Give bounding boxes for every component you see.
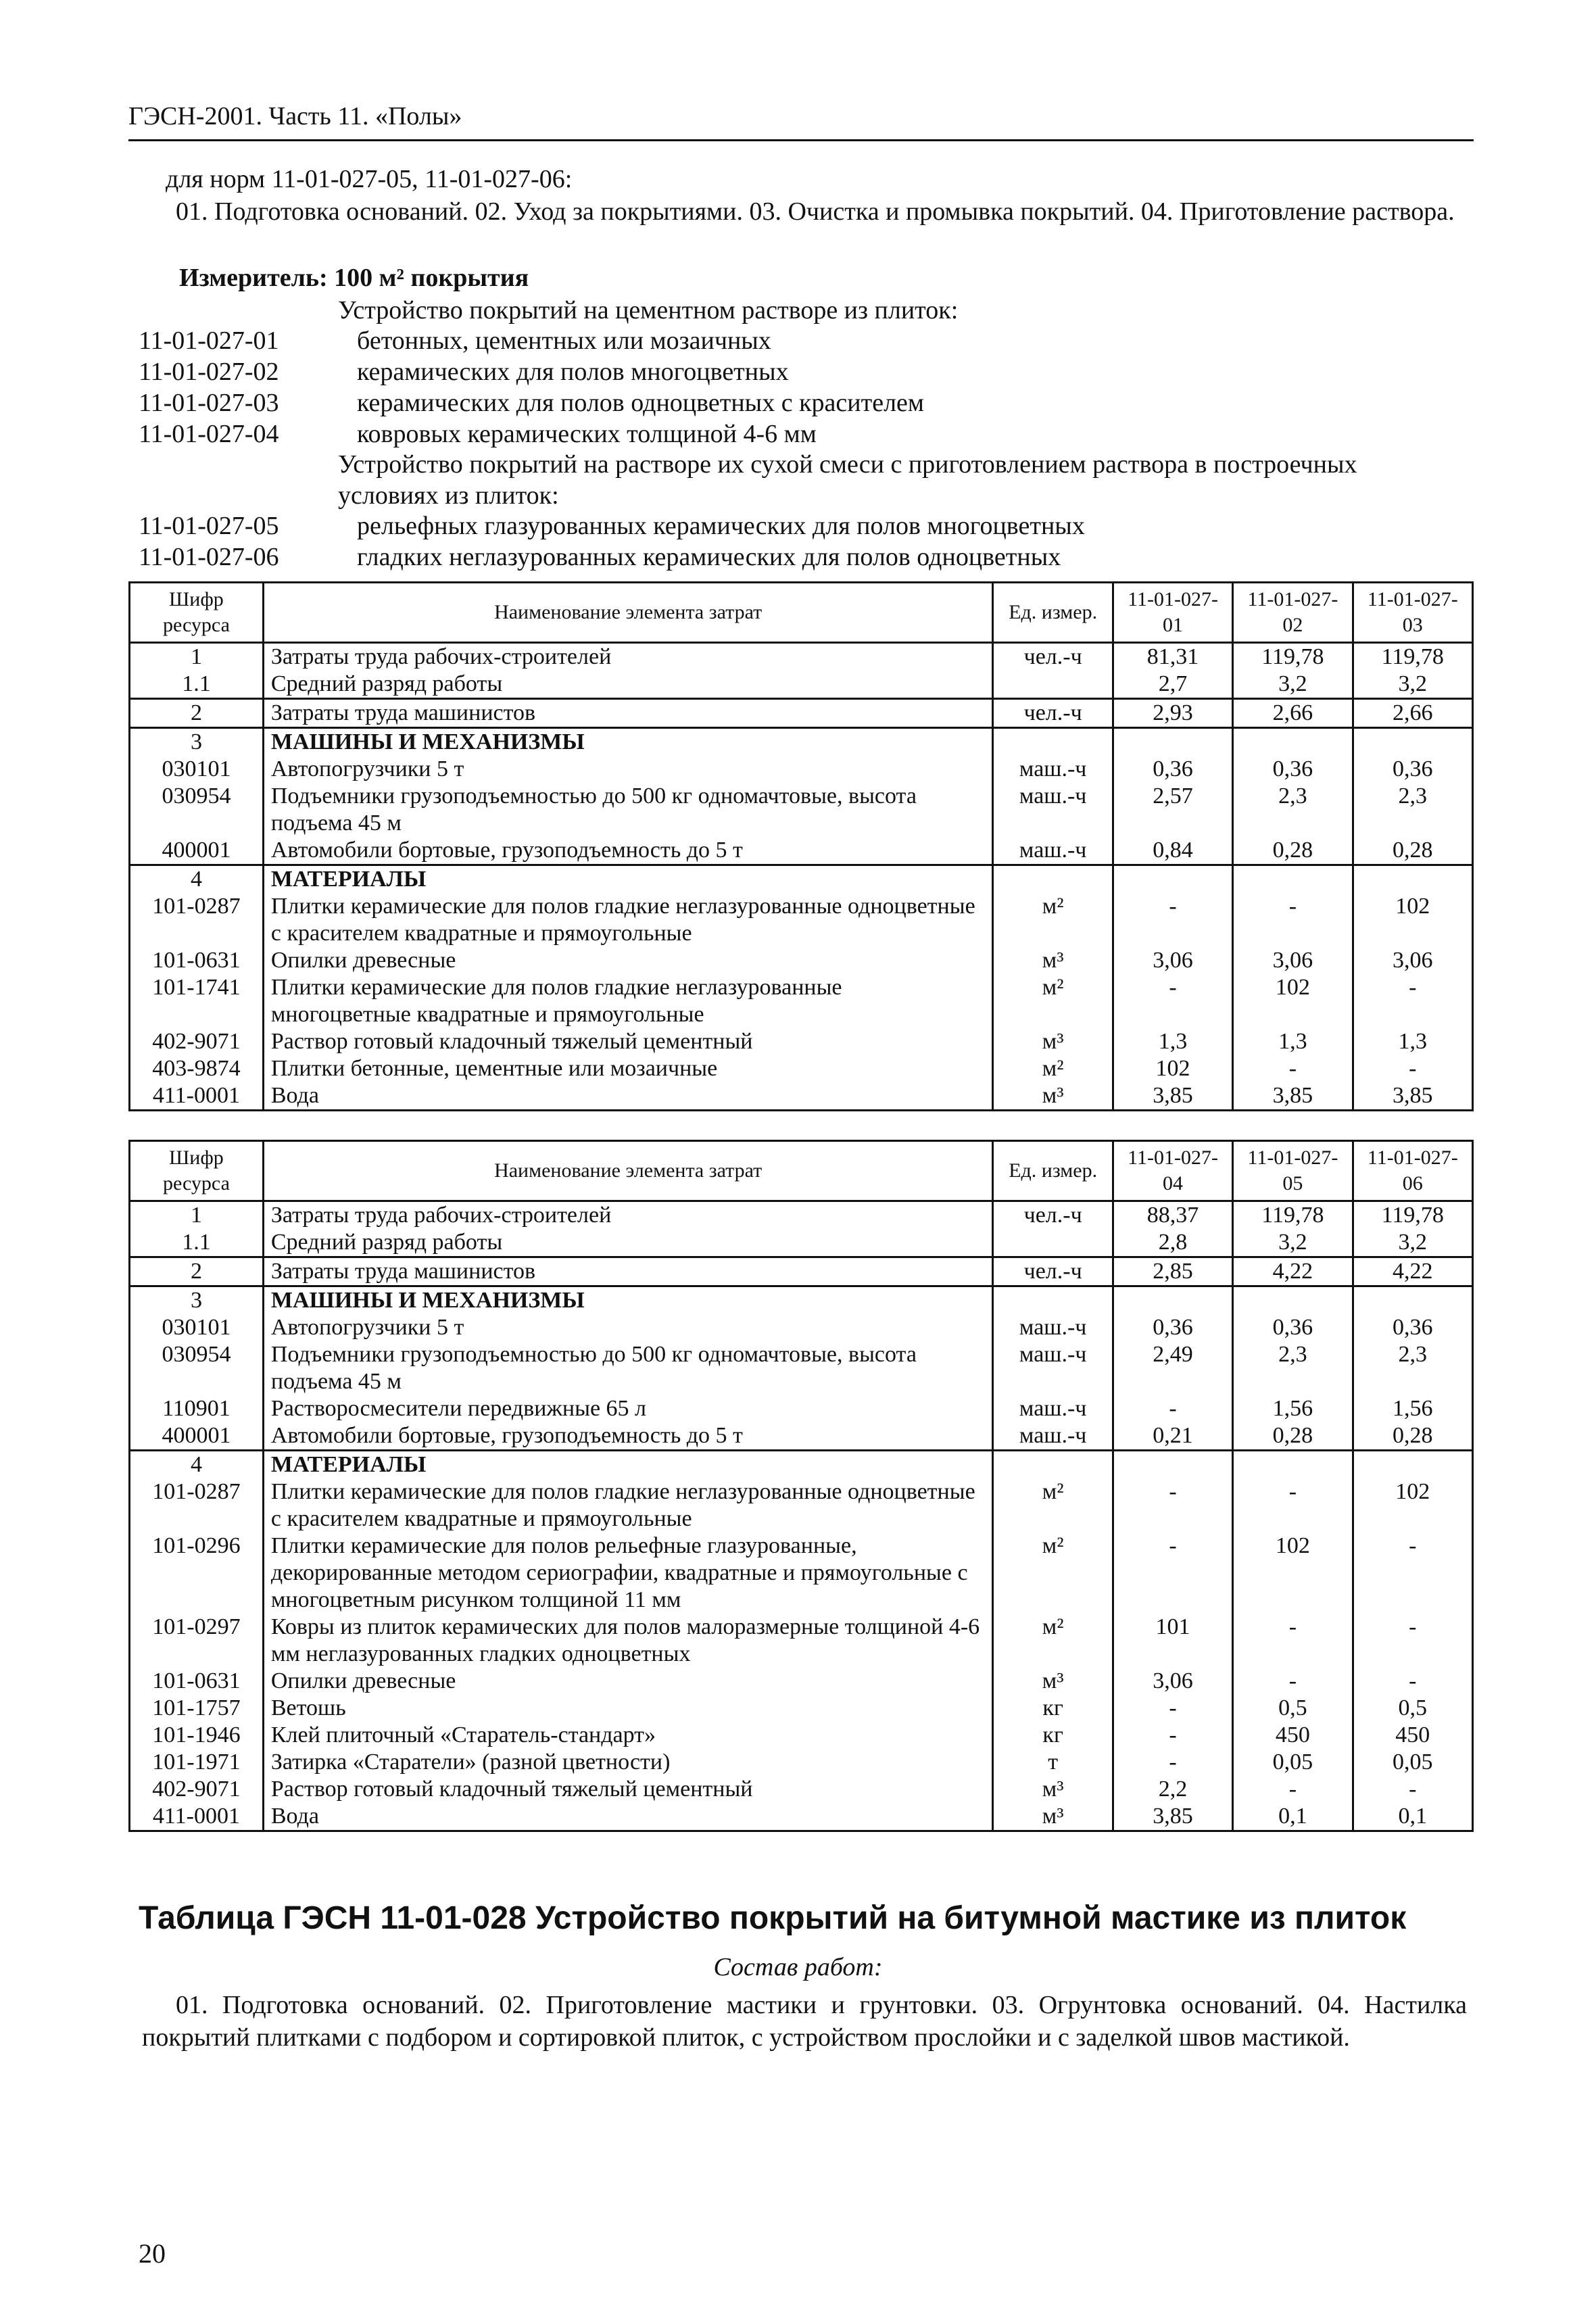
cell-value: 450 xyxy=(1353,1722,1472,1749)
table-row xyxy=(130,1776,1473,1803)
table-row xyxy=(130,1314,1473,1341)
cell-unit: м² xyxy=(993,1478,1113,1533)
cell-code: 3 xyxy=(130,728,264,756)
table-row xyxy=(130,1451,1473,1479)
cell-name: Ковры из плиток керамических для полов малоразмерные толщиной 4-6 мм неглазурованных гладких одноцветных xyxy=(263,1614,993,1668)
cell-value: - xyxy=(1353,974,1472,1028)
cell-unit: кг xyxy=(993,1695,1113,1722)
table-row xyxy=(130,643,1473,671)
cell-unit: маш.-ч xyxy=(993,1341,1113,1395)
norm-code: 11-01-027-04 xyxy=(139,420,279,448)
cell-value: 0,28 xyxy=(1233,837,1353,865)
norm-description: ковровых керамических толщиной 4-6 мм xyxy=(357,420,817,448)
cell-value: 3,06 xyxy=(1113,947,1232,974)
cell-value: - xyxy=(1113,1395,1232,1422)
cell-value: - xyxy=(1353,1055,1472,1082)
cell-value: 0,36 xyxy=(1113,756,1232,783)
cell-value: - xyxy=(1353,1668,1472,1695)
cell-value: - xyxy=(1113,893,1232,947)
cell-value: 3,2 xyxy=(1353,671,1472,699)
cell-code: 411-0001 xyxy=(130,1082,264,1111)
cell-value: 0,36 xyxy=(1353,1314,1472,1341)
cell-name: Автомобили бортовые, грузоподъемность до 5 т xyxy=(263,837,993,865)
cell-value: 0,36 xyxy=(1353,756,1472,783)
cell-value xyxy=(1353,865,1472,894)
header-rule xyxy=(128,139,1474,141)
cell-name: Раствор готовый кладочный тяжелый цементный xyxy=(263,1028,993,1055)
norm-code: 11-01-027-06 xyxy=(139,543,279,571)
work-composition: 01. Подготовка оснований. 02. Уход за покрытиями. 03. Очистка и промывка покрытий. 04. Приготовление раствора. xyxy=(176,197,1455,226)
cell-value: 3,2 xyxy=(1353,1229,1472,1257)
cell-value: 3,2 xyxy=(1233,1229,1353,1257)
norm-code: 11-01-027-01 xyxy=(139,327,279,355)
cell-value xyxy=(1353,1451,1472,1479)
cell-value: 2,66 xyxy=(1353,699,1472,728)
cell-unit: м² xyxy=(993,974,1113,1028)
cell-value: - xyxy=(1233,1055,1353,1082)
table-row xyxy=(130,671,1473,699)
cell-value: 0,05 xyxy=(1233,1749,1353,1776)
cell-unit: маш.-ч xyxy=(993,756,1113,783)
cell-value: 102 xyxy=(1353,1478,1472,1533)
cell-name: Плитки керамические для полов гладкие неглазурованные одноцветные с красителем квадратные и прямоугольные xyxy=(263,1478,993,1533)
cell-value: 1,3 xyxy=(1113,1028,1232,1055)
cell-value: 0,21 xyxy=(1113,1422,1232,1451)
cell-value: 1,56 xyxy=(1233,1395,1353,1422)
header-cipher: Шифр ресурса xyxy=(130,1141,264,1201)
table-row xyxy=(130,1614,1473,1668)
norm-description: гладких неглазурованных керамических для полов одноцветных xyxy=(357,543,1061,571)
cell-name: МАШИНЫ И МЕХАНИЗМЫ xyxy=(263,728,993,756)
cell-unit: маш.-ч xyxy=(993,837,1113,865)
table-row xyxy=(130,1803,1473,1831)
cell-value: 0,05 xyxy=(1353,1749,1472,1776)
cell-unit: м³ xyxy=(993,947,1113,974)
cell-unit: м³ xyxy=(993,1668,1113,1695)
header-norm-code: 11-01-027-03 xyxy=(1353,583,1472,643)
cell-name: Опилки древесные xyxy=(263,1668,993,1695)
cell-value: 1,3 xyxy=(1353,1028,1472,1055)
cell-value xyxy=(1233,1451,1353,1479)
table-row xyxy=(130,1257,1473,1286)
norm-description: керамических для полов многоцветных xyxy=(357,358,789,386)
cell-value: 102 xyxy=(1113,1055,1232,1082)
cell-value: 2,3 xyxy=(1353,1341,1472,1395)
norm-code: 11-01-027-03 xyxy=(139,389,279,417)
cell-code: 101-0287 xyxy=(130,893,264,947)
cell-name: Затраты труда рабочих-строителей xyxy=(263,1201,993,1230)
cell-unit: кг xyxy=(993,1722,1113,1749)
cell-name: Затраты труда машинистов xyxy=(263,1257,993,1286)
cell-value xyxy=(1233,865,1353,894)
cell-code: 101-1946 xyxy=(130,1722,264,1749)
header-norm-code: 11-01-027-04 xyxy=(1113,1141,1232,1201)
cell-value: 2,3 xyxy=(1233,1341,1353,1395)
cell-name: Растворосмесители передвижные 65 л xyxy=(263,1395,993,1422)
norm-description: рельефных глазурованных керамических для полов многоцветных xyxy=(357,512,1085,540)
group1-title: Устройство покрытий на цементном растворе из плиток: xyxy=(338,296,959,324)
cell-name: Плитки керамические для полов рельефные глазурованные, декорированные методом сериографии, квадратные и прямоугольные с многоцветным рисунком толщиной 11 мм xyxy=(263,1533,993,1614)
cell-value: 2,85 xyxy=(1113,1257,1232,1286)
cell-value: - xyxy=(1113,1749,1232,1776)
cell-code: 101-0297 xyxy=(130,1614,264,1668)
cell-value: 3,85 xyxy=(1113,1803,1232,1831)
cell-name: Ветошь xyxy=(263,1695,993,1722)
cell-code: 2 xyxy=(130,699,264,728)
cell-unit: чел.-ч xyxy=(993,643,1113,671)
cell-value: 2,66 xyxy=(1233,699,1353,728)
next-table-work: 01. Подготовка оснований. 02. Приготовление мастики и грунтовки. 03. Огрунтовка оснований. 04. Настилка покрытий плитками с подбором и сортировкой плиток, с устройством прослойки и с заделкой швов мастикой. xyxy=(142,1991,1467,2052)
cell-unit xyxy=(993,671,1113,699)
table-row xyxy=(130,1695,1473,1722)
cell-code: 400001 xyxy=(130,1422,264,1451)
cell-unit: маш.-ч xyxy=(993,1395,1113,1422)
cell-value xyxy=(1113,1286,1232,1315)
cell-value: - xyxy=(1353,1614,1472,1668)
table-row xyxy=(130,1055,1473,1082)
cell-value: - xyxy=(1113,974,1232,1028)
cell-unit xyxy=(993,1229,1113,1257)
cell-unit: м³ xyxy=(993,1082,1113,1111)
cell-code: 1.1 xyxy=(130,1229,264,1257)
cell-value: 2,3 xyxy=(1353,783,1472,837)
cell-value: 1,56 xyxy=(1353,1395,1472,1422)
cell-unit: маш.-ч xyxy=(993,783,1113,837)
cell-value: 2,57 xyxy=(1113,783,1232,837)
cell-value: 119,78 xyxy=(1233,643,1353,671)
table-row xyxy=(130,1028,1473,1055)
cell-name: Плитки керамические для полов гладкие неглазурованные одноцветные с красителем квадратные и прямоугольные xyxy=(263,893,993,947)
cell-code: 400001 xyxy=(130,837,264,865)
table-row xyxy=(130,1341,1473,1395)
cell-unit: т xyxy=(993,1749,1113,1776)
cell-value: 2,49 xyxy=(1113,1341,1232,1395)
cell-code: 110901 xyxy=(130,1395,264,1422)
table-row xyxy=(130,1201,1473,1230)
cell-value: - xyxy=(1353,1533,1472,1614)
cell-name: Затраты труда рабочих-строителей xyxy=(263,643,993,671)
cell-code: 101-1741 xyxy=(130,974,264,1028)
cell-name: МАШИНЫ И МЕХАНИЗМЫ xyxy=(263,1286,993,1315)
cell-code: 2 xyxy=(130,1257,264,1286)
cell-value: 102 xyxy=(1233,974,1353,1028)
cell-value xyxy=(1113,1451,1232,1479)
table-row xyxy=(130,1422,1473,1451)
cell-value: - xyxy=(1233,893,1353,947)
cell-value: 3,06 xyxy=(1353,947,1472,974)
cell-name: Клей плиточный «Старатель-стандарт» xyxy=(263,1722,993,1749)
cell-value: 81,31 xyxy=(1113,643,1232,671)
cell-value: - xyxy=(1113,1695,1232,1722)
cell-name: Подъемники грузоподъемностью до 500 кг одномачтовые, высота подъема 45 м xyxy=(263,1341,993,1395)
cell-value: 102 xyxy=(1353,893,1472,947)
resource-table-2 xyxy=(128,1140,1474,1832)
cell-code: 101-0631 xyxy=(130,947,264,974)
cell-value: 0,36 xyxy=(1233,1314,1353,1341)
norm-code: 11-01-027-02 xyxy=(139,358,279,386)
cell-unit: м³ xyxy=(993,1776,1113,1803)
cell-unit: м² xyxy=(993,893,1113,947)
table-row xyxy=(130,1749,1473,1776)
cell-name: МАТЕРИАЛЫ xyxy=(263,1451,993,1479)
table-row xyxy=(130,1395,1473,1422)
cell-code: 402-9071 xyxy=(130,1776,264,1803)
cell-code: 4 xyxy=(130,865,264,894)
table-row xyxy=(130,837,1473,865)
cell-unit: чел.-ч xyxy=(993,699,1113,728)
cell-value xyxy=(1353,1286,1472,1315)
cell-name: Автопогрузчики 5 т xyxy=(263,1314,993,1341)
cell-value: 0,28 xyxy=(1353,837,1472,865)
cell-value: 2,8 xyxy=(1113,1229,1232,1257)
cell-value xyxy=(1233,1286,1353,1315)
cell-code: 101-1971 xyxy=(130,1749,264,1776)
cell-value: 2,7 xyxy=(1113,671,1232,699)
cell-name: Раствор готовый кладочный тяжелый цементный xyxy=(263,1776,993,1803)
cell-value: 2,2 xyxy=(1113,1776,1232,1803)
header-norm-code: 11-01-027-01 xyxy=(1113,583,1232,643)
cell-value: 3,06 xyxy=(1113,1668,1232,1695)
group2-title-line1: Устройство покрытий на растворе их сухой смеси с приготовлением раствора в построечных xyxy=(338,450,1357,479)
next-table-subtitle: Состав работ: xyxy=(713,1953,883,1981)
table-row xyxy=(130,1082,1473,1111)
header-norm-code: 11-01-027-05 xyxy=(1233,1141,1353,1201)
cell-unit: м³ xyxy=(993,1028,1113,1055)
cell-name: Автомобили бортовые, грузоподъемность до 5 т xyxy=(263,1422,993,1451)
cell-value: 0,36 xyxy=(1113,1314,1232,1341)
table-row xyxy=(130,947,1473,974)
table-row xyxy=(130,1533,1473,1614)
cell-code: 101-1757 xyxy=(130,1695,264,1722)
cell-code: 402-9071 xyxy=(130,1028,264,1055)
cell-value: 119,78 xyxy=(1353,643,1472,671)
cell-code: 403-9874 xyxy=(130,1055,264,1082)
cell-code: 1.1 xyxy=(130,671,264,699)
cell-value: 1,3 xyxy=(1233,1028,1353,1055)
norm-description: керамических для полов одноцветных с красителем xyxy=(357,389,924,417)
table-row xyxy=(130,1478,1473,1533)
norm-code: 11-01-027-05 xyxy=(139,512,279,540)
cell-value: - xyxy=(1353,1776,1472,1803)
cell-value: 0,1 xyxy=(1233,1803,1353,1831)
cell-code: 1 xyxy=(130,643,264,671)
cell-value: 0,84 xyxy=(1113,837,1232,865)
cell-value: 0,28 xyxy=(1233,1422,1353,1451)
cell-name: Опилки древесные xyxy=(263,947,993,974)
page-number: 20 xyxy=(139,2238,166,2269)
cell-value: 3,85 xyxy=(1113,1082,1232,1111)
cell-value: 3,85 xyxy=(1233,1082,1353,1111)
cell-value: 0,5 xyxy=(1353,1695,1472,1722)
cell-value: 119,78 xyxy=(1233,1201,1353,1230)
next-table-title: Таблица ГЭСН 11-01-028 Устройство покрытий на битумной мастике из плиток xyxy=(139,1900,1407,1936)
cell-code: 1 xyxy=(130,1201,264,1230)
cell-unit: чел.-ч xyxy=(993,1257,1113,1286)
cell-value: 119,78 xyxy=(1353,1201,1472,1230)
cell-name: Средний разряд работы xyxy=(263,1229,993,1257)
cell-code: 030954 xyxy=(130,1341,264,1395)
cell-code: 030954 xyxy=(130,783,264,837)
cell-value: - xyxy=(1233,1776,1353,1803)
cell-code: 101-0296 xyxy=(130,1533,264,1614)
cell-name: Вода xyxy=(263,1082,993,1111)
table-row xyxy=(130,1722,1473,1749)
table-row xyxy=(130,756,1473,783)
meter-line: Измеритель: 100 м² покрытия xyxy=(179,264,529,292)
cell-value: 88,37 xyxy=(1113,1201,1232,1230)
cell-value: 0,36 xyxy=(1233,756,1353,783)
cell-name: Средний разряд работы xyxy=(263,671,993,699)
cell-value xyxy=(1353,728,1472,756)
cell-unit xyxy=(993,1451,1113,1479)
table-row xyxy=(130,699,1473,728)
cell-value: 102 xyxy=(1233,1533,1353,1614)
cell-unit xyxy=(993,1286,1113,1315)
group2-title-line2: условиях из плиток: xyxy=(338,481,559,510)
table-row xyxy=(130,865,1473,894)
cell-value: 0,1 xyxy=(1353,1803,1472,1831)
cell-value: 450 xyxy=(1233,1722,1353,1749)
cell-code: 411-0001 xyxy=(130,1803,264,1831)
table-row xyxy=(130,728,1473,756)
table-row xyxy=(130,1229,1473,1257)
cell-value: - xyxy=(1113,1533,1232,1614)
cell-value: 3,2 xyxy=(1233,671,1353,699)
cell-code: 030101 xyxy=(130,756,264,783)
cell-code: 4 xyxy=(130,1451,264,1479)
cell-unit: маш.-ч xyxy=(993,1422,1113,1451)
cell-name: МАТЕРИАЛЫ xyxy=(263,865,993,894)
table-row xyxy=(130,783,1473,837)
cell-value: 4,22 xyxy=(1233,1257,1353,1286)
cell-value: - xyxy=(1113,1478,1232,1533)
cell-unit: м² xyxy=(993,1614,1113,1668)
cell-name: Автопогрузчики 5 т xyxy=(263,756,993,783)
cell-unit xyxy=(993,865,1113,894)
cell-value xyxy=(1113,728,1232,756)
cell-name: Затраты труда машинистов xyxy=(263,699,993,728)
cell-name: Подъемники грузоподъемностью до 500 кг одномачтовые, высота подъема 45 м xyxy=(263,783,993,837)
cell-value xyxy=(1233,728,1353,756)
cell-unit: м² xyxy=(993,1533,1113,1614)
cell-unit: чел.-ч xyxy=(993,1201,1113,1230)
cell-name: Плитки бетонные, цементные или мозаичные xyxy=(263,1055,993,1082)
table-row xyxy=(130,1286,1473,1315)
cell-value: 101 xyxy=(1113,1614,1232,1668)
header-unit: Ед. измер. xyxy=(993,1141,1113,1201)
cell-code: 101-0631 xyxy=(130,1668,264,1695)
cell-value: - xyxy=(1113,1722,1232,1749)
cell-value: 4,22 xyxy=(1353,1257,1472,1286)
cell-value: 0,5 xyxy=(1233,1695,1353,1722)
cell-value: - xyxy=(1233,1478,1353,1533)
cell-value: - xyxy=(1233,1668,1353,1695)
header-name: Наименование элемента затрат xyxy=(263,1141,993,1201)
cell-code: 030101 xyxy=(130,1314,264,1341)
resource-table-1 xyxy=(128,581,1474,1111)
cell-unit: м² xyxy=(993,1055,1113,1082)
table-row xyxy=(130,974,1473,1028)
cell-unit: м³ xyxy=(993,1803,1113,1831)
cell-name: Плитки керамические для полов гладкие неглазурованные многоцветные квадратные и прямоугольные xyxy=(263,974,993,1028)
header-norm-code: 11-01-027-02 xyxy=(1233,583,1353,643)
table-row xyxy=(130,1668,1473,1695)
table-row xyxy=(130,893,1473,947)
cell-unit xyxy=(993,728,1113,756)
header-norm-code: 11-01-027-06 xyxy=(1353,1141,1472,1201)
norms-line: для норм 11-01-027-05, 11-01-027-06: xyxy=(166,165,573,193)
norm-description: бетонных, цементных или мозаичных xyxy=(357,327,771,355)
header-name: Наименование элемента затрат xyxy=(263,583,993,643)
cell-value: 2,93 xyxy=(1113,699,1232,728)
running-header: ГЭСН-2001. Часть 11. «Полы» xyxy=(128,102,462,130)
cell-value xyxy=(1113,865,1232,894)
cell-code: 101-0287 xyxy=(130,1478,264,1533)
cell-name: Затирка «Старатели» (разной цветности) xyxy=(263,1749,993,1776)
cell-value: 2,3 xyxy=(1233,783,1353,837)
header-unit: Ед. измер. xyxy=(993,583,1113,643)
header-cipher: Шифр ресурса xyxy=(130,583,264,643)
cell-name: Вода xyxy=(263,1803,993,1831)
cell-value: - xyxy=(1233,1614,1353,1668)
cell-code: 3 xyxy=(130,1286,264,1315)
cell-value: 3,06 xyxy=(1233,947,1353,974)
cell-value: 0,28 xyxy=(1353,1422,1472,1451)
cell-unit: маш.-ч xyxy=(993,1314,1113,1341)
cell-value: 3,85 xyxy=(1353,1082,1472,1111)
